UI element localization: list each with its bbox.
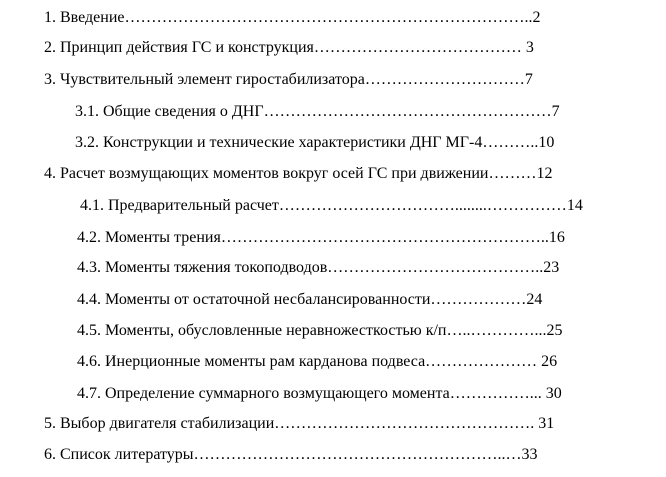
toc-subentry-constructions: 3.2. Конструкции и технические характеристики ДНГ МГ-4………..10	[75, 134, 555, 151]
toc-entry-references: 6. Список литературы…………………………………………………..…33	[44, 446, 538, 463]
toc-subentry-general-info: 3.1. Общие сведения о ДНГ………………………………………………7	[75, 103, 560, 120]
toc-entry-motor-selection: 5. Выбор двигателя стабилизации…………………………………………. 31	[44, 415, 555, 432]
toc-subentry-preliminary: 4.1. Предварительный расчет……………………………........……………14	[80, 197, 583, 214]
toc-entry-disturbing-moments: 4. Расчет возмущающих моментов вокруг осей ГС при движении………12	[44, 165, 553, 182]
toc-subentry-inertial: 4.6. Инерционные моменты рам карданова подвеса………………… 26	[77, 353, 558, 370]
toc-subentry-total-moment: 4.7. Определение суммарного возмущающего момента……………... 30	[77, 385, 562, 402]
toc-entry-principle: 2. Принцип действия ГС и конструкция………………………………… 3	[44, 39, 534, 56]
toc-subentry-current-leads: 4.3. Моменты тяжения токоподводов…………………………………..23	[77, 259, 560, 276]
toc-subentry-friction: 4.2. Моменты трения……………………………………………………..16	[77, 229, 565, 246]
toc-subentry-imbalance: 4.4. Моменты от остаточной несбалансированности………………24	[77, 291, 543, 308]
toc-subentry-nonequal-stiff: 4.5. Моменты, обусловленные неравножесткостью к/п…..…………...25	[77, 322, 563, 339]
toc-entry-introduction: 1. Введение…………………………………………………………………..2	[44, 9, 541, 26]
toc-entry-sensitive-element: 3. Чувствительный элемент гиростабилизатора…………………………7	[44, 71, 533, 88]
